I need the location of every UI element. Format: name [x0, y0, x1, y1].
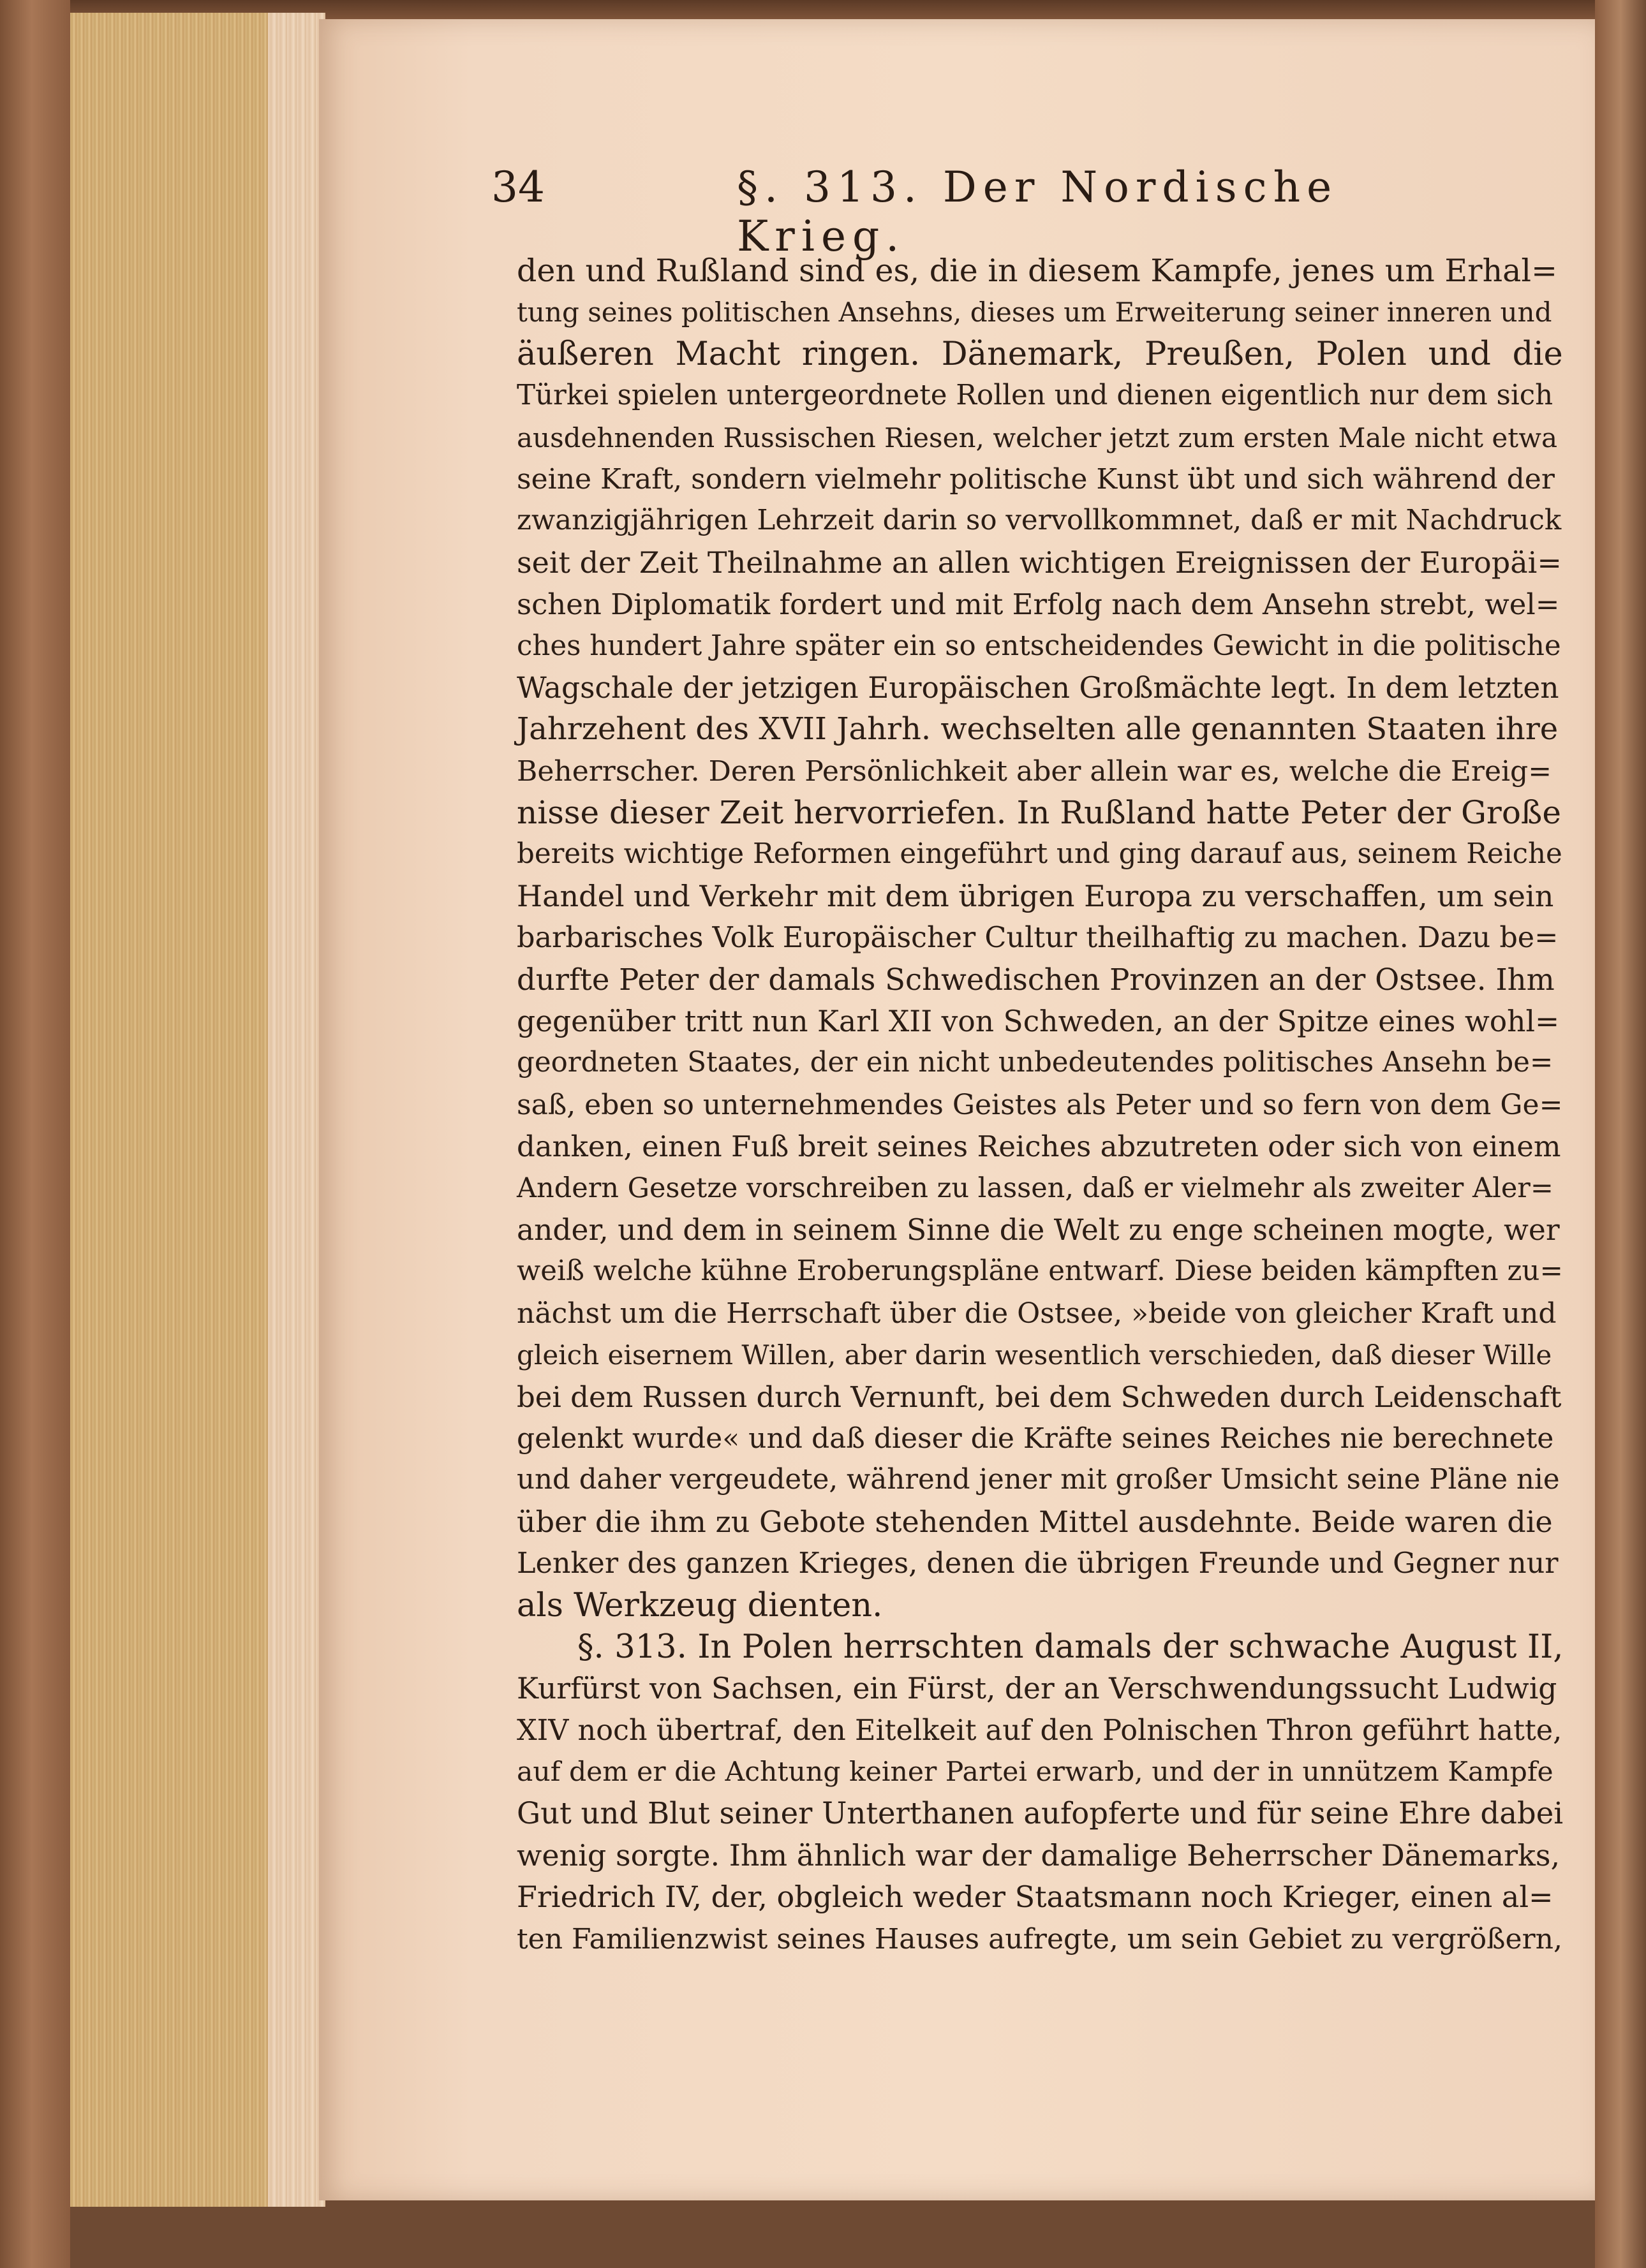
book-cover-left	[0, 0, 70, 2268]
text-line: bereits wichtige Reformen eingeführt und ging darauf aus, seinem Reiche	[517, 838, 1562, 871]
body-text	[517, 250, 1563, 1960]
text-line: Beherrscher. Deren Persönlichkeit aber allein war es, welche die Ereig=	[517, 755, 1552, 788]
page-number: 34	[491, 163, 545, 212]
text-line: über die ihm zu Gebote stehenden Mittel ausdehnte. Beide waren die	[517, 1504, 1553, 1539]
text-line: seit der Zeit Theilnahme an allen wichtigen Ereignissen der Europäi=	[517, 545, 1562, 580]
text-line: Jahrzehent des XVII Jahrh. wechselten alle genannten Staaten ihre	[517, 711, 1559, 747]
text-line: auf dem er die Achtung keiner Partei erwarb, und der in unnützem Kampfe	[517, 1756, 1553, 1788]
text-line: gegenüber tritt nun Karl XII von Schweden, an der Spitze eines wohl=	[517, 1005, 1560, 1039]
text-line: barbarisches Volk Europäischer Cultur theilhaftig zu machen. Dazu be=	[517, 922, 1559, 955]
text-line: zwanzigjährigen Lehrzeit darin so vervollkommnet, daß er mit Nachdruck	[517, 504, 1562, 537]
book-cover-right	[1595, 0, 1646, 2268]
text-line: nisse dieser Zeit hervorriefen. In Rußland hatte Peter der Große	[517, 794, 1561, 832]
text-line: ten Familienzwist seines Hauses aufregte, um sein Gebiet zu vergrößern,	[517, 1922, 1562, 1955]
text-line: saß, eben so unternehmendes Geistes als Peter und so fern von dem Ge=	[517, 1088, 1563, 1121]
text-line: nächst um die Herrschaft über die Ostsee, »beide von gleicher Kraft und	[517, 1297, 1557, 1330]
text-line: Wagschale der jetzigen Europäischen Großmächte legt. In dem letzten	[517, 670, 1559, 705]
text-line: äußeren Macht ringen. Dänemark, Preußen, Polen und die	[517, 335, 1563, 373]
text-line: bei dem Russen durch Vernunft, bei dem Schweden durch Leidenschaft	[517, 1380, 1562, 1414]
text-line: Gut und Blut seiner Unterthanen aufopferte und für seine Ehre dabei	[517, 1796, 1564, 1831]
text-line: Friedrich IV, der, obgleich weder Staatsmann noch Krieger, einen al=	[517, 1880, 1553, 1915]
text-line: ausdehnenden Russischen Riesen, welcher jetzt zum ersten Male nicht etwa	[517, 422, 1558, 453]
text-line: gleich eisernem Willen, aber darin wesentlich verschieden, daß dieser Wille	[517, 1339, 1552, 1371]
text-line: geordneten Staates, der ein nicht unbedeutendes politisches Ansehn be=	[517, 1047, 1553, 1079]
text-line: Andern Gesetze vorschreiben zu lassen, daß er vielmehr als zweiter Aler=	[517, 1172, 1553, 1204]
text-line: XIV noch übertraf, den Eitelkeit auf den Polnischen Thron geführt hatte,	[517, 1714, 1562, 1747]
text-line: Türkei spielen untergeordnete Rollen und dienen eigentlich nur dem sich	[517, 379, 1553, 412]
text-line: durfte Peter der damals Schwedischen Provinzen an der Ostsee. Ihm	[517, 962, 1555, 997]
section-start-line: §. 313. In Polen herrschten damals der schwache August II,	[577, 1628, 1564, 1666]
text-line: Lenker des ganzen Krieges, denen die übrigen Freunde und Gegner nur	[517, 1547, 1559, 1580]
page-header	[491, 163, 1340, 261]
text-line: seine Kraft, sondern vielmehr politische Kunst übt und sich während der	[517, 462, 1555, 496]
page-gutter	[268, 13, 325, 2207]
text-line: wenig sorgte. Ihm ähnlich war der damalige Beherrscher Dänemarks,	[517, 1837, 1561, 1873]
text-line: als Werkzeug dienten.	[517, 1586, 883, 1624]
running-title: §. 313. Der Nordische Krieg.	[737, 163, 1338, 261]
text-line: ches hundert Jahre später ein so entscheidendes Gewicht in die politische	[517, 630, 1561, 662]
text-line: den und Rußland sind es, die in diesem Kampfe, jenes um Erhal=	[517, 253, 1558, 289]
text-line: Handel und Verkehr mit dem übrigen Europa zu verschaffen, um sein	[517, 878, 1554, 913]
text-line: schen Diplomatik fordert und mit Erfolg nach dem Ansehn strebt, wel=	[517, 587, 1560, 622]
text-line: gelenkt wurde« und daß dieser die Kräfte seines Reiches nie berechnete	[517, 1422, 1554, 1455]
text-line: weiß welche kühne Eroberungspläne entwarf. Diese beiden kämpften zu=	[517, 1255, 1563, 1288]
text-line: Kurfürst von Sachsen, ein Fürst, der an Verschwendungssucht Ludwig	[517, 1672, 1557, 1706]
text-line: danken, einen Fuß breit seines Reiches abzutreten oder sich von einem	[517, 1130, 1561, 1164]
text-line: und daher vergeudete, während jener mit großer Umsicht seine Pläne nie	[517, 1464, 1560, 1496]
text-line: tung seines politischen Ansehns, dieses um Erweiterung seiner inneren und	[517, 297, 1552, 328]
text-line: ander, und dem in seinem Sinne die Welt zu enge scheinen mogte, wer	[517, 1212, 1560, 1247]
